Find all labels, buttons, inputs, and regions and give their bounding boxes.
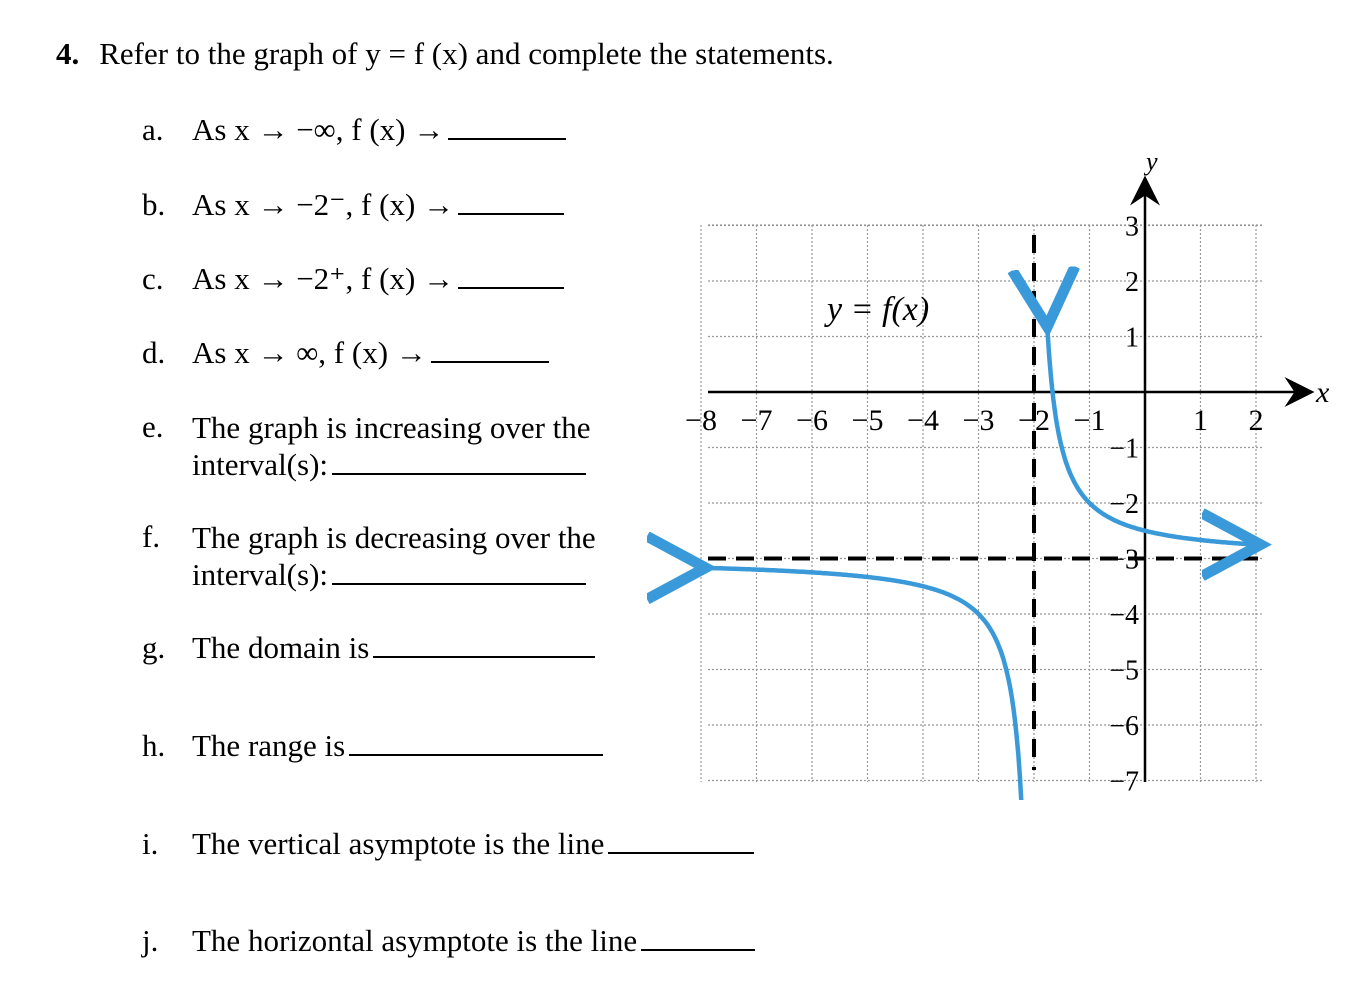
- x-tick-label: −7: [740, 404, 773, 437]
- answer-blank[interactable]: [458, 286, 564, 289]
- item-label: g.: [142, 630, 166, 665]
- x-tick-label: −8: [685, 404, 717, 437]
- y-tick-label: −3: [1109, 544, 1139, 576]
- answer-blank[interactable]: [332, 582, 586, 585]
- answer-blank[interactable]: [431, 360, 549, 363]
- y-tick-label: −1: [1109, 433, 1139, 465]
- item-e: [142, 409, 622, 489]
- item-label: f.: [142, 519, 161, 554]
- item-c: [142, 261, 564, 297]
- item-d: [142, 335, 549, 371]
- item-i: [142, 826, 754, 862]
- x-tick-label: −5: [851, 404, 884, 437]
- x-tick-label: −1: [1073, 404, 1106, 437]
- item-text: The horizontal asymptote is the line: [192, 923, 638, 958]
- y-tick-label: −5: [1109, 655, 1139, 687]
- function-graph: [640, 140, 1330, 805]
- item-label: j.: [142, 923, 159, 958]
- item-h: [142, 728, 603, 764]
- item-label: b.: [142, 187, 166, 222]
- curve-label: y = f(x): [827, 291, 930, 328]
- answer-blank[interactable]: [373, 655, 595, 658]
- item-label: d.: [142, 335, 166, 370]
- item-a: [142, 112, 566, 148]
- graph-svg: [640, 140, 1330, 800]
- x-tick-label: 2: [1248, 404, 1264, 437]
- item-text: interval(s):: [192, 447, 329, 482]
- x-tick-label: 1: [1193, 404, 1208, 437]
- y-tick-label: −7: [1109, 766, 1139, 798]
- item-text: The range is: [192, 728, 346, 763]
- item-label: h.: [142, 728, 166, 763]
- x-tick-label: −4: [907, 404, 939, 437]
- item-text: The domain is: [192, 630, 370, 665]
- item-j: [142, 923, 755, 959]
- item-text: The vertical asymptote is the line: [192, 826, 605, 861]
- left-branch-curve: [701, 568, 1025, 800]
- item-text: The graph is increasing over the: [192, 410, 591, 445]
- x-tick-label: −3: [962, 404, 995, 437]
- item-label: c.: [142, 261, 164, 296]
- item-text: The graph is decreasing over the: [192, 520, 596, 555]
- item-text: As x → −2⁺, f (x) →: [192, 261, 455, 296]
- item-b: [142, 187, 564, 223]
- item-text: As x → −2⁻, f (x) →: [192, 187, 455, 222]
- item-text: As x → ∞, f (x) →: [192, 335, 427, 370]
- y-tick-label: 1: [1125, 322, 1139, 354]
- question-title: [56, 36, 834, 72]
- y-tick-label: −6: [1109, 711, 1139, 742]
- y-tick-label: 3: [1125, 211, 1139, 243]
- item-f: [142, 519, 622, 599]
- answer-blank[interactable]: [349, 753, 603, 756]
- item-label: i.: [142, 826, 159, 861]
- x-tick-label: −2: [1018, 404, 1050, 437]
- x-tick-label: −6: [796, 404, 828, 437]
- item-text: As x → −∞, f (x) →: [192, 112, 445, 147]
- item-label: e.: [142, 409, 164, 444]
- answer-blank[interactable]: [458, 212, 564, 215]
- answer-blank[interactable]: [641, 948, 755, 951]
- y-tick-label: 2: [1125, 267, 1139, 298]
- question-number: 4.: [56, 36, 80, 71]
- answer-blank[interactable]: [608, 851, 754, 854]
- answer-blank[interactable]: [332, 472, 586, 475]
- question-prompt: Refer to the graph of y = f (x) and complete the statements.: [99, 36, 834, 71]
- answer-blank[interactable]: [448, 137, 566, 140]
- y-axis-label: y: [1146, 147, 1158, 176]
- tick-labels: [685, 212, 1263, 798]
- item-text: interval(s):: [192, 557, 329, 592]
- y-tick-label: −4: [1109, 600, 1139, 631]
- grid: [701, 225, 1264, 782]
- y-tick-label: −2: [1109, 489, 1139, 520]
- item-g: [142, 630, 595, 666]
- item-label: a.: [142, 112, 164, 147]
- x-axis-label: x: [1316, 376, 1330, 409]
